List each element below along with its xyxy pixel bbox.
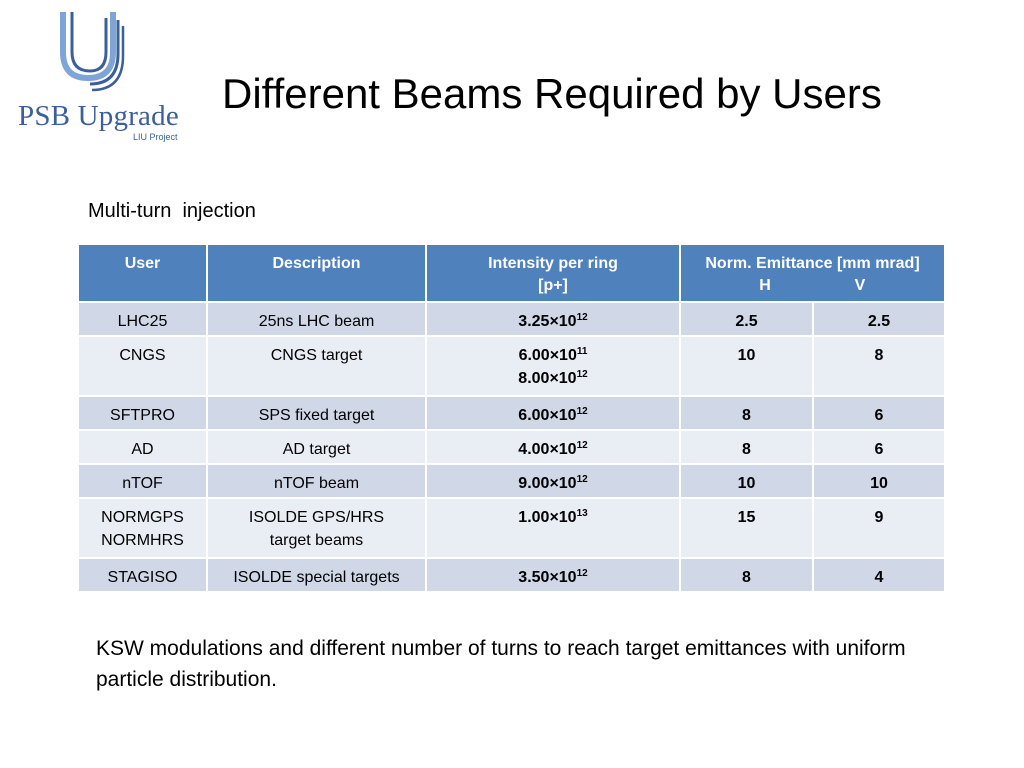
intensity-mantissa: 8.00×10 bbox=[518, 370, 577, 387]
description-line: CNGS target bbox=[270, 347, 363, 364]
header-emittance-v: V bbox=[854, 277, 866, 294]
table-header-row bbox=[78, 244, 945, 302]
intensity-mantissa: 1.00×10 bbox=[518, 509, 577, 526]
footer-note: KSW modulations and different number of turns to reach target emittances with uniform particle distribution. bbox=[96, 637, 906, 691]
description-line: 25ns LHC beam bbox=[258, 313, 375, 330]
user-line: AD bbox=[131, 441, 154, 458]
intensity-value bbox=[431, 404, 675, 427]
cell-emittance-v: 6 bbox=[813, 396, 945, 430]
cell-emittance-v: 8 bbox=[813, 336, 945, 396]
intensity-mantissa: 3.50×10 bbox=[518, 569, 577, 586]
intensity-exponent: 12 bbox=[576, 406, 588, 417]
header-intensity-label: Intensity per ring bbox=[488, 255, 618, 272]
intensity-exponent: 13 bbox=[576, 508, 588, 519]
cell-intensity bbox=[426, 498, 680, 558]
cell-emittance-v: 9 bbox=[813, 498, 945, 558]
description-line: nTOF beam bbox=[273, 475, 360, 492]
cell-description bbox=[207, 430, 426, 464]
intensity-exponent: 12 bbox=[576, 568, 588, 579]
description-line: target beams bbox=[269, 532, 364, 549]
u-logo-icon bbox=[8, 8, 183, 103]
cell-emittance-v: 4 bbox=[813, 558, 945, 592]
cell-user bbox=[78, 430, 207, 464]
intensity-mantissa: 4.00×10 bbox=[518, 441, 577, 458]
intensity-exponent: 12 bbox=[576, 369, 588, 380]
cell-description bbox=[207, 558, 426, 592]
user-line: NORMHRS bbox=[101, 532, 184, 549]
intensity-mantissa: 6.00×10 bbox=[518, 407, 577, 424]
logo-text: PSB Upgrade bbox=[18, 100, 179, 132]
cell-emittance-h: 8 bbox=[680, 430, 813, 464]
cell-user bbox=[78, 302, 207, 336]
header-intensity bbox=[426, 244, 680, 302]
header-intensity-unit: [p+] bbox=[538, 277, 568, 294]
table-row bbox=[78, 464, 945, 498]
header-emittance bbox=[680, 244, 945, 302]
table-row bbox=[78, 336, 945, 396]
intensity-value bbox=[431, 438, 675, 461]
cell-user bbox=[78, 336, 207, 396]
cell-description bbox=[207, 464, 426, 498]
table-row bbox=[78, 396, 945, 430]
user-line: nTOF bbox=[122, 475, 163, 492]
cell-intensity bbox=[426, 430, 680, 464]
intensity-value bbox=[431, 310, 675, 333]
description-line: ISOLDE GPS/HRS bbox=[248, 509, 385, 526]
intensity-exponent: 12 bbox=[576, 474, 588, 485]
cell-description bbox=[207, 302, 426, 336]
logo-subtext: LIU Project bbox=[133, 132, 178, 142]
table-row bbox=[78, 498, 945, 558]
header-emittance-planes bbox=[685, 275, 940, 297]
cell-emittance-h: 15 bbox=[680, 498, 813, 558]
user-line: STAGISO bbox=[107, 569, 178, 586]
user-line: LHC25 bbox=[117, 313, 168, 330]
cell-emittance-h: 10 bbox=[680, 464, 813, 498]
intensity-value bbox=[431, 506, 675, 529]
intensity-value bbox=[431, 344, 675, 367]
user-line: NORMGPS bbox=[101, 509, 184, 526]
intensity-value bbox=[431, 367, 675, 390]
beams-table bbox=[77, 243, 946, 593]
slide-subtitle: Multi-turn injection bbox=[88, 200, 256, 222]
cell-intensity bbox=[426, 464, 680, 498]
description-line: ISOLDE special targets bbox=[233, 569, 400, 586]
intensity-exponent: 11 bbox=[576, 346, 588, 357]
cell-emittance-h: 2.5 bbox=[680, 302, 813, 336]
cell-emittance-h: 8 bbox=[680, 396, 813, 430]
table-row bbox=[78, 430, 945, 464]
description-line: AD target bbox=[282, 441, 351, 458]
intensity-mantissa: 6.00×10 bbox=[518, 347, 577, 364]
cell-description bbox=[207, 396, 426, 430]
intensity-exponent: 12 bbox=[576, 312, 588, 323]
header-emittance-h: H bbox=[759, 277, 771, 294]
cell-description bbox=[207, 336, 426, 396]
cell-emittance-v: 10 bbox=[813, 464, 945, 498]
description-line: SPS fixed target bbox=[258, 407, 375, 424]
cell-intensity bbox=[426, 558, 680, 592]
user-line: CNGS bbox=[119, 347, 166, 364]
intensity-value bbox=[431, 472, 675, 495]
intensity-exponent: 12 bbox=[576, 440, 588, 451]
cell-user bbox=[78, 558, 207, 592]
cell-user bbox=[78, 396, 207, 430]
header-user: User bbox=[78, 244, 207, 302]
cell-intensity bbox=[426, 396, 680, 430]
cell-description bbox=[207, 498, 426, 558]
cell-user bbox=[78, 498, 207, 558]
cell-intensity bbox=[426, 336, 680, 396]
table-body bbox=[78, 302, 945, 592]
intensity-value bbox=[431, 566, 675, 589]
table-row bbox=[78, 558, 945, 592]
intensity-mantissa: 3.25×10 bbox=[518, 313, 577, 330]
cell-emittance-v: 2.5 bbox=[813, 302, 945, 336]
header-description: Description bbox=[207, 244, 426, 302]
slide-title: Different Beams Required by Users bbox=[222, 70, 882, 117]
psb-upgrade-logo bbox=[8, 8, 183, 142]
cell-emittance-h: 10 bbox=[680, 336, 813, 396]
cell-emittance-h: 8 bbox=[680, 558, 813, 592]
user-line: SFTPRO bbox=[110, 407, 175, 424]
cell-intensity bbox=[426, 302, 680, 336]
header-emittance-label: Norm. Emittance [mm mrad] bbox=[705, 255, 920, 272]
cell-emittance-v: 6 bbox=[813, 430, 945, 464]
cell-user bbox=[78, 464, 207, 498]
table-row bbox=[78, 302, 945, 336]
intensity-mantissa: 9.00×10 bbox=[518, 475, 577, 492]
